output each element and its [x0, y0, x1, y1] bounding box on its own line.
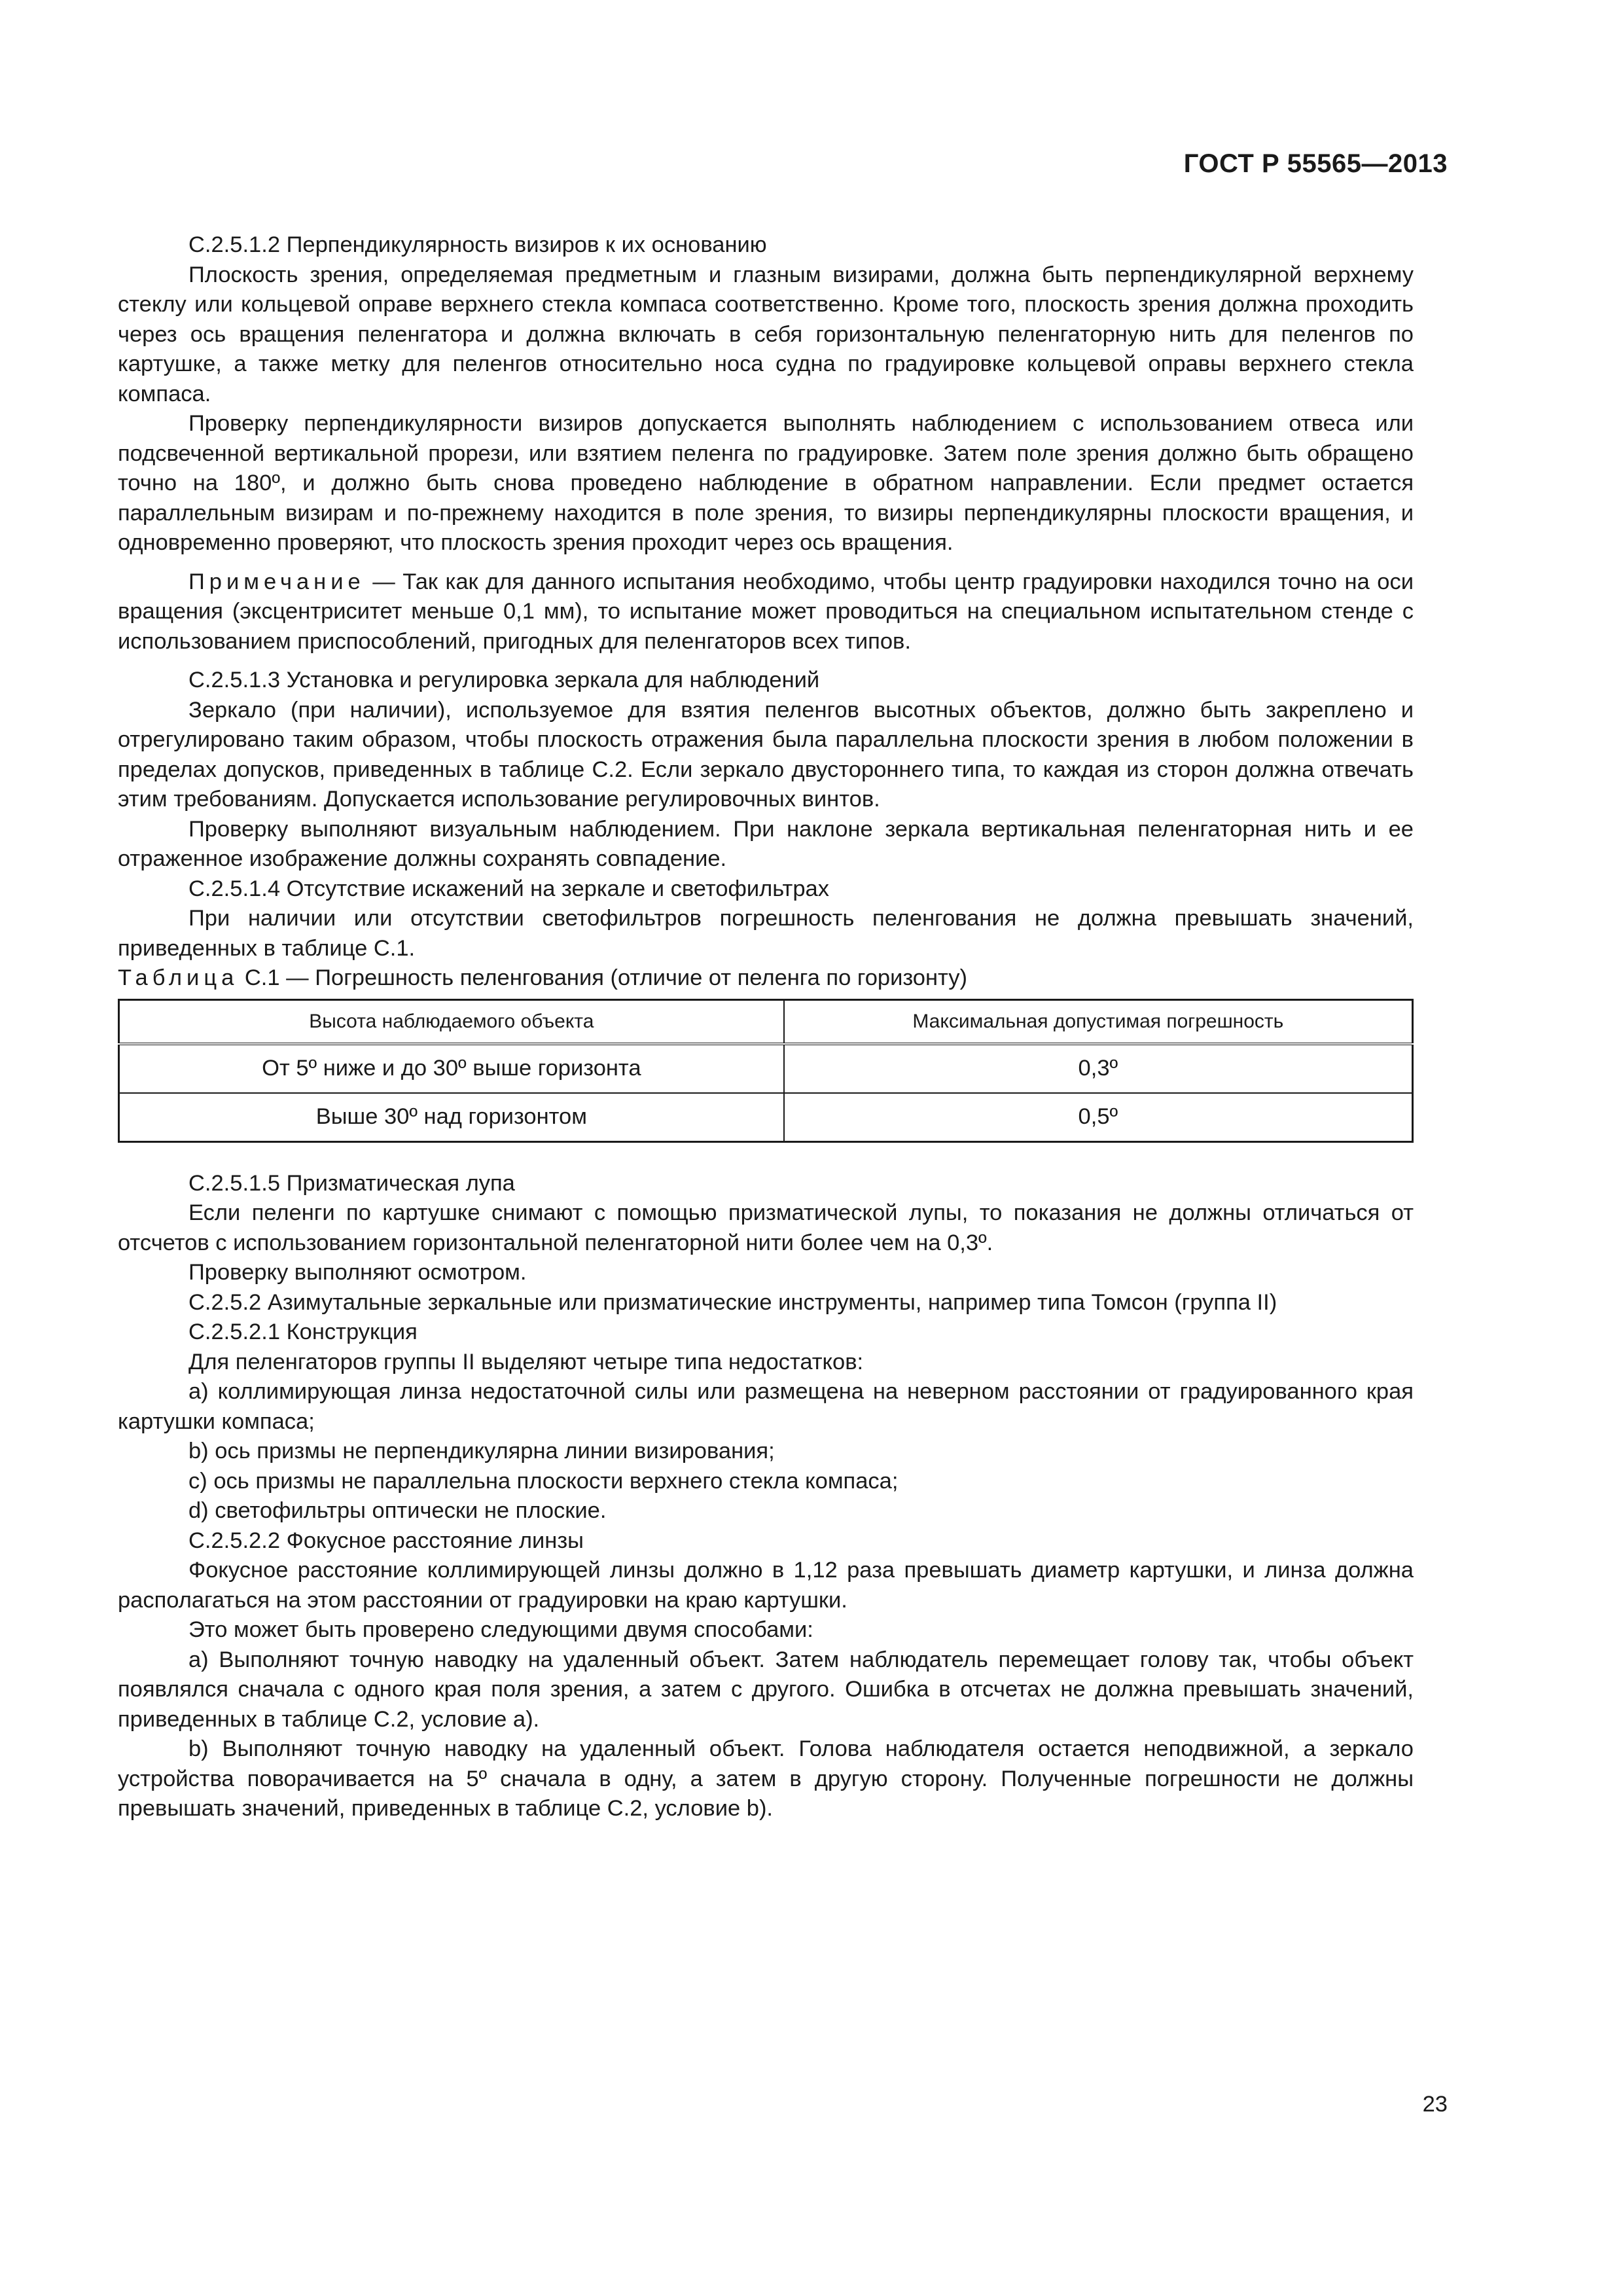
table-row [119, 1093, 1413, 1142]
table-caption-text: С.1 — Погрешность пеленгования (отличие от пеленга по горизонту) [238, 965, 967, 990]
body-paragraph: Зеркало (при наличии), используемое для взятия пеленгов высотных объектов, должно быть закреплено и отрегулировано таким образом, чтобы плоскость отражения была параллельна плоскости зрения в любом положении в пределах допусков, приведенных в таблице С.2. Если зеркало двустороннего типа, то каждая из сторон должна отвечать этим требованиям. Допускается использование регулировочных винтов. [118, 697, 1414, 812]
body-paragraph: Плоскость зрения, определяемая предметным и глазным визирами, должна быть перпендикулярной верхнему стеклу или кольцевой оправе верхнего стекла компаса соответственно. Кроме того, плоскость зрения должна проходить через ось вращения пеленгатора и должна включать в себя горизонтальную пеленгаторную нить для пеленгов по картушке, а также метку для пеленгов относительно носа судна по градуировке кольцевой оправы верхнего стекла компаса. [118, 262, 1414, 406]
list-item: а) коллимирующая линза недостаточной силы или размещена на неверном расстоянии от градуированного края картушки компаса; [118, 1379, 1414, 1434]
table-cell: 0,5º [784, 1093, 1413, 1142]
note-text: — Так как для данного испытания необходимо, чтобы центр градуировки находился точно на оси вращения (эксцентриситет меньше 0,1 мм), то испытание может проводиться на специальном испытательном стенде с использованием приспособлений, пригодных для пеленгаторов всех типов. [118, 569, 1414, 654]
page-number: 23 [1422, 2092, 1448, 2117]
table-cell: От 5º ниже и до 30º выше горизонта [119, 1044, 784, 1093]
body-paragraph: Проверку выполняют осмотром. [188, 1260, 527, 1285]
table-cell: 0,3º [784, 1044, 1413, 1093]
section-heading: С.2.5.1.3 Установка и регулировка зеркала для наблюдений [188, 668, 820, 692]
section-heading: С.2.5.1.4 Отсутствие искажений на зеркале и светофильтрах [188, 876, 829, 901]
section-heading: С.2.5.1.2 Перпендикулярность визиров к их основанию [188, 232, 767, 257]
table-header-row [119, 999, 1413, 1044]
page-content [118, 230, 1414, 1824]
body-paragraph: Фокусное расстояние коллимирующей линзы должно в 1,12 раза превышать диаметр картушки, и линза должна располагаться на этом расстоянии от градуировки на краю картушки. [118, 1558, 1414, 1613]
section-heading: С.2.5.2.2 Фокусное расстояние линзы [188, 1528, 584, 1553]
body-paragraph: Для пеленгаторов группы II выделяют четыре типа недостатков: [188, 1349, 864, 1374]
note-paragraph [118, 567, 1414, 657]
error-table [118, 999, 1414, 1143]
column-header: Высота наблюдаемого объекта [119, 999, 784, 1044]
note-label: Примечание [188, 569, 365, 594]
section-heading: С.2.5.2 Азимутальные зеркальные или призматические инструменты, например типа Томсон (группа II) [188, 1289, 1277, 1315]
list-item: b) Выполняют точную наводку на удаленный объект. Голова наблюдателя остается неподвижной, а зеркало устройства поворачивается на 5º сначала в одну, а затем в другую сторону. Полученные погрешности не должны превышать значений, приведенных в таблице С.2, условие b). [118, 1736, 1414, 1821]
table-caption [118, 963, 1414, 994]
table-row [119, 1044, 1413, 1093]
section-heading: С.2.5.2.1 Конструкция [188, 1319, 418, 1344]
table-cell: Выше 30º над горизонтом [119, 1093, 784, 1142]
list-item: d) светофильтры оптически не плоские. [188, 1498, 607, 1523]
body-paragraph: Это может быть проверено следующими двумя способами: [188, 1617, 813, 1642]
table-caption-label: Таблица [118, 965, 239, 990]
body-paragraph: Проверку перпендикулярности визиров допускается выполнять наблюдением с использованием отвеса или подсвеченной вертикальной прорези, или взятием пеленга по градуировке. Затем поле зрения должно быть обращено точно на 180º, и должно быть снова проведено наблюдение в обратном направлении. Если предмет остается параллельным визирам и по-прежнему находится в поле зрения, то визиры перпендикулярны плоскости вращения, и одновременно проверяют, что плоскость зрения проходит через ось вращения. [118, 411, 1414, 555]
column-header: Максимальная допустимая погрешность [784, 999, 1413, 1044]
body-paragraph: Проверку выполняют визуальным наблюдением. При наклоне зеркала вертикальная пеленгаторная нить и ее отраженное изображение должны сохранять совпадение. [118, 816, 1414, 871]
section-heading: С.2.5.1.5 Призматическая лупа [188, 1170, 515, 1196]
list-item: b) ось призмы не перпендикулярна линии визирования; [188, 1439, 775, 1463]
document-code-header: ГОСТ Р 55565—2013 [1183, 149, 1448, 178]
body-paragraph: При наличии или отсутствии светофильтров погрешность пеленгования не должна превышать значений, приведенных в таблице С.1. [118, 906, 1414, 961]
list-item: а) Выполняют точную наводку на удаленный объект. Затем наблюдатель перемещает голову так, чтобы объект появлялся сначала с одного края поля зрения, а затем с другого. Ошибка в отсчетах не должна превышать значений, приведенных в таблице С.2, условие а). [118, 1647, 1414, 1732]
body-paragraph: Если пеленги по картушке снимают с помощью призматической лупы, то показания не должны отличаться от отсчетов с использованием горизонтальной пеленгаторной нити более чем на 0,3º. [118, 1200, 1414, 1255]
list-item: c) ось призмы не параллельна плоскости верхнего стекла компаса; [188, 1468, 899, 1494]
